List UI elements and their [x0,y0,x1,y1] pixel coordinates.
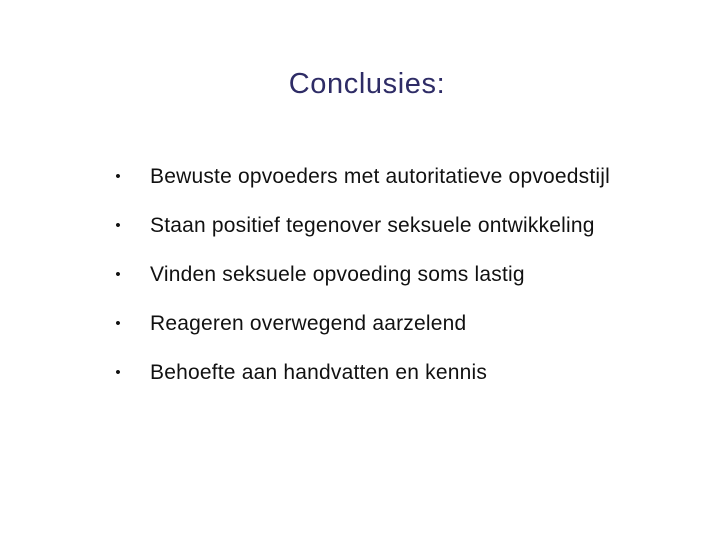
bullet-icon: • [115,168,121,185]
bullet-icon: • [115,217,121,234]
bullet-text: Reageren overwegend aarzelend [150,312,467,335]
bullet-item [0,356,700,390]
bullet-icon: • [115,266,121,283]
bullet-item [0,307,700,341]
bullet-icon: • [115,315,121,332]
bullet-item [0,258,700,292]
slide-title: Conclusies: [288,68,446,100]
bullet-item [0,209,700,243]
bullet-text: Vinden seksuele opvoeding soms lastig [150,263,525,286]
bullet-icon: • [115,364,121,381]
bullet-text: Behoefte aan handvatten en kennis [150,361,488,384]
bullet-item [0,160,700,194]
bullet-text: Bewuste opvoeders met autoritatieve opvoedstijl [150,165,610,188]
bullet-text: Staan positief tegenover seksuele ontwikkeling [150,214,595,237]
